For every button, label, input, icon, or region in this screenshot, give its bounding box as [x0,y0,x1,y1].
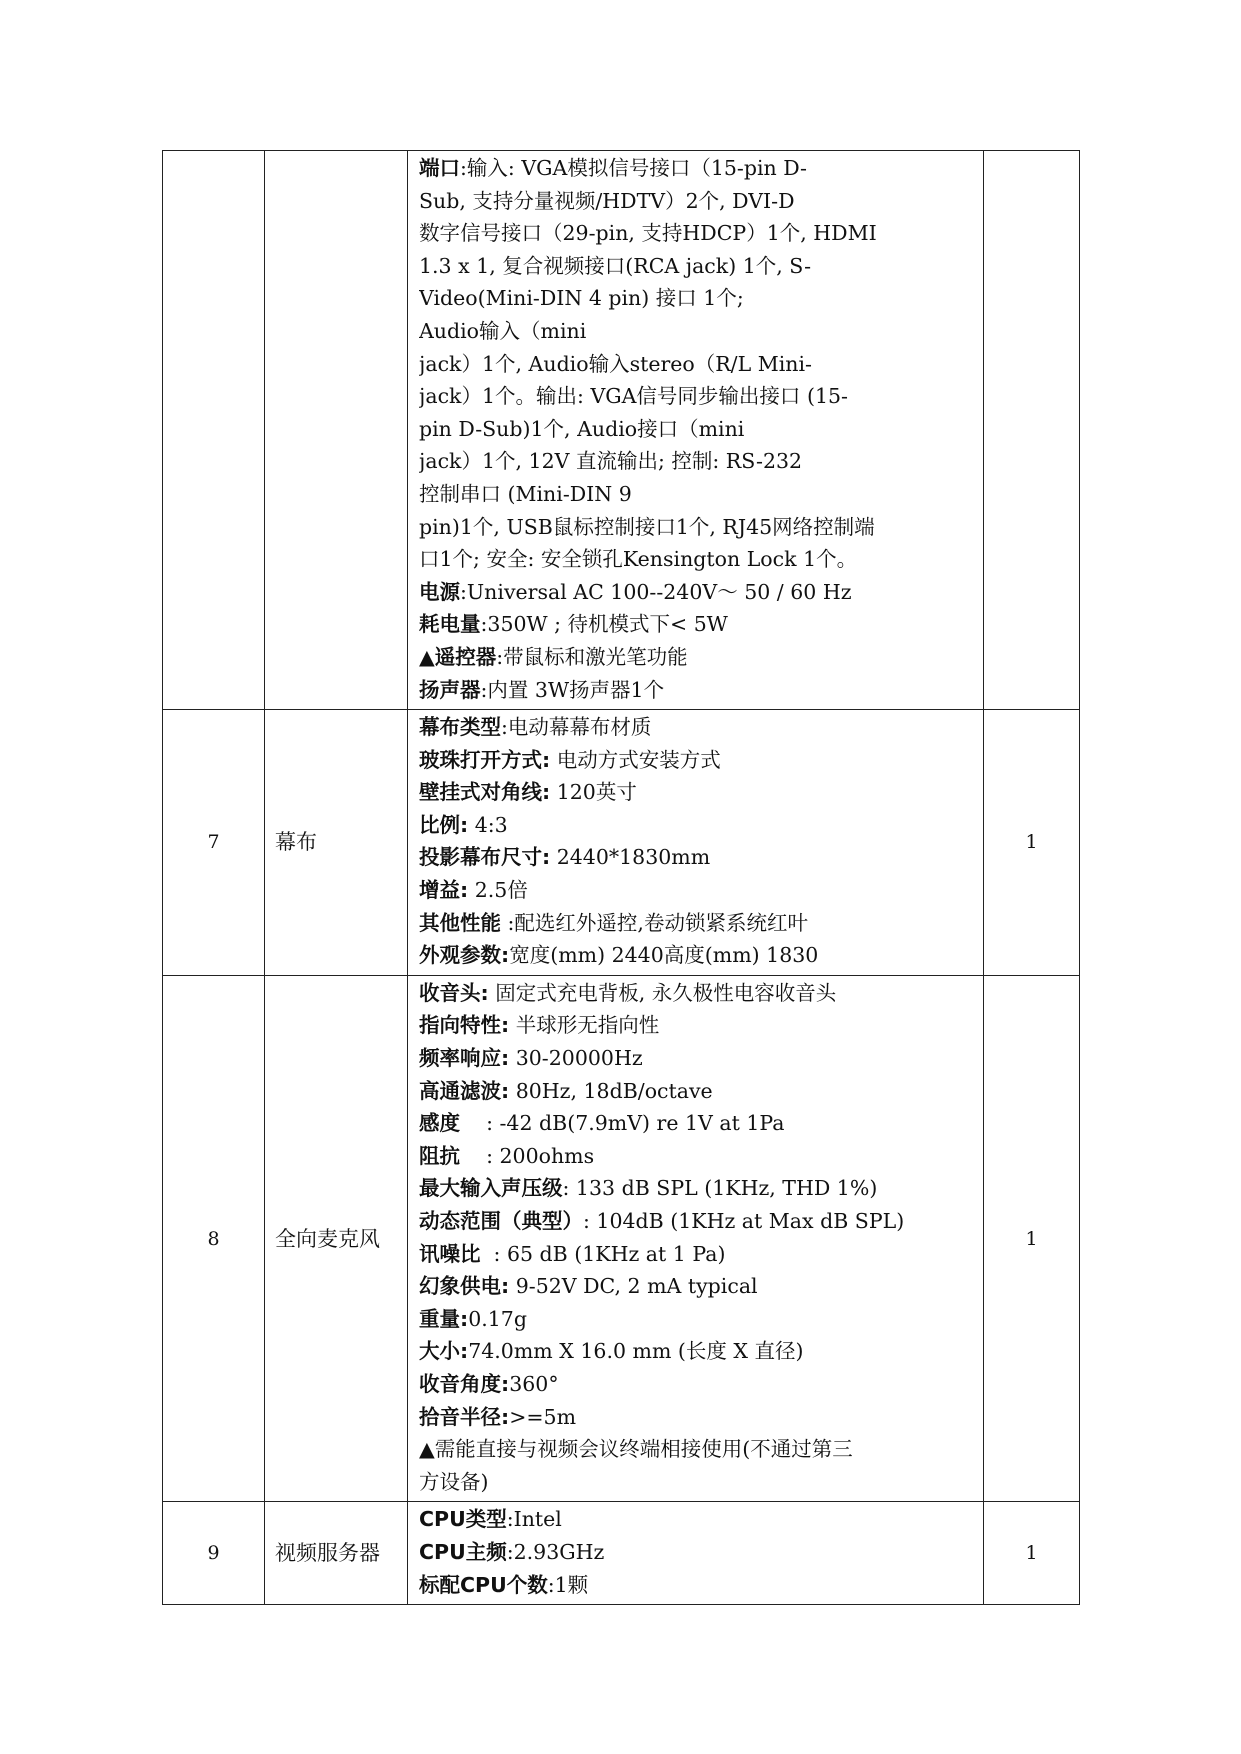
spec-value: 电动方式安装方式 [550,747,721,772]
spec-value: 360° [509,1371,559,1396]
spec-value: 4:3 [468,812,508,837]
spec-label: 最大输入声压级 [419,1176,563,1201]
spec-line [419,348,975,381]
spec-label: ▲遥控器 [419,644,497,669]
spec-label: 耗电量 [419,612,481,637]
spec-label: 动态范围（典型） [419,1209,583,1233]
spec-value: 半球形无指向性 [509,1013,660,1038]
spec-label: 其他性能 [419,910,501,935]
spec-value: Audio输入（mini [419,318,587,343]
spec-value: :配选红外遥控,卷动锁紧系统红叶 [501,910,808,935]
spec-value: ▲需能直接与视频会议终端相接使用(不通过第三 [419,1437,853,1462]
item-name [265,151,408,710]
spec-line [419,939,975,972]
spec-line [419,674,975,707]
spec-value: : -42 dB(7.9mV) re 1V at 1Pa [460,1111,785,1136]
spec-line [419,380,975,413]
spec-line [419,1140,975,1173]
spec-label: 幕布类型 [419,715,501,740]
spec-value: pin)1个, USB鼠标控制接口1个, RJ45网络控制端 [419,514,875,539]
spec-label: 增益: [419,878,469,903]
spec-value: pin D-Sub)1个, Audio接口（mini [419,416,745,441]
spec-line [419,478,975,511]
spec-line [419,543,975,576]
spec-value: :1颗 [547,1572,589,1597]
spec-label: 壁挂式对角线: [419,780,551,805]
spec-label: 频率响应: [419,1046,510,1071]
spec-line [419,809,975,842]
spec-line [419,776,975,809]
spec-value: : 133 dB SPL (1KHz, THD 1%) [562,1176,878,1201]
spec-line [419,1569,975,1602]
spec-label: CPU主频 [419,1539,507,1564]
spec-line [419,1335,975,1368]
spec-value: 方设备) [419,1469,489,1494]
spec-line [419,250,975,283]
table-row [163,1502,1080,1605]
spec-label: 投影幕布尺寸: [419,845,551,870]
spec-value: jack）1个, 12V 直流输出; 控制: RS-232 [419,449,803,474]
spec-label: 收音头: [419,980,489,1005]
quantity [984,151,1080,710]
spec-label: 讯噪比 [419,1241,481,1266]
quantity: 1 [984,975,1080,1502]
spec-value: :输入: VGA模拟信号接口（15-pin D- [460,156,807,180]
item-name: 幕布 [265,710,408,976]
spec-line [419,185,975,218]
table-row [163,975,1080,1502]
spec-value: >=5m [509,1404,577,1429]
spec-value: 口1个; 安全: 安全锁孔Kensington Lock 1个。 [419,547,858,572]
spec-label: 外观参数: [419,943,510,968]
spec-value: jack）1个。输出: VGA信号同步输出接口 (15- [419,384,848,409]
item-specs [408,151,984,710]
spec-line [419,907,975,940]
spec-value: :Universal AC 100--240V～ 50 / 60 Hz [460,579,852,604]
spec-value: : 200ohms [460,1143,595,1168]
spec-line [419,511,975,544]
spec-label: 幻象供电: [419,1274,510,1299]
spec-table-body [163,151,1080,1605]
spec-value: 30-20000Hz [509,1046,643,1071]
spec-value: :带鼠标和激光笔功能 [496,644,688,669]
spec-line [419,977,975,1010]
spec-line [419,744,975,777]
spec-value: 80Hz, 18dB/octave [509,1078,713,1103]
spec-line [419,1303,975,1336]
spec-label: 指向特性: [419,1013,510,1038]
spec-value: :2.93GHz [506,1539,605,1564]
spec-value: 120英寸 [550,780,637,805]
spec-label: 电源 [419,579,460,604]
item-name: 全向麦克风 [265,975,408,1502]
item-name: 视频服务器 [265,1502,408,1605]
spec-line [419,413,975,446]
spec-value: jack）1个, Audio输入stereo（R/L Mini- [419,351,812,376]
row-number: 9 [163,1502,265,1605]
spec-value: 9-52V DC, 2 mA typical [509,1274,758,1299]
spec-value: 固定式充电背板, 永久极性电容收音头 [488,980,837,1005]
spec-value: :电动幕幕布材质 [501,715,652,740]
spec-label: CPU类型 [419,1507,507,1532]
spec-value: 2440*1830mm [550,845,711,870]
spec-line [419,1503,975,1536]
item-specs [408,1502,984,1605]
spec-label: 大小: [419,1339,469,1364]
spec-line [419,1107,975,1140]
spec-label: 拾音半径: [419,1404,510,1429]
row-number [163,151,265,710]
spec-line [419,608,975,641]
spec-label: 玻珠打开方式: [419,747,551,772]
spec-line [419,641,975,674]
spec-value: :350W ; 待机模式下< 5W [480,612,728,637]
spec-line [419,576,975,609]
spec-value: : 65 dB (1KHz at 1 Pa) [480,1241,726,1266]
spec-line [419,1536,975,1569]
spec-value: : 104dB (1KHz at Max dB SPL) [583,1209,905,1233]
spec-label: 阻抗 [419,1143,460,1168]
spec-line [419,445,975,478]
spec-label: 端口 [419,156,460,180]
row-number: 7 [163,710,265,976]
spec-line [419,1009,975,1042]
table-row [163,151,1080,710]
spec-line [419,1172,975,1205]
spec-value: 74.0mm X 16.0 mm (长度 X 直径) [468,1339,804,1364]
spec-line [419,1042,975,1075]
spec-value: Video(Mini-DIN 4 pin) 接口 1个; [419,286,744,311]
spec-line [419,1270,975,1303]
spec-label: 标配CPU个数 [419,1572,548,1597]
spec-line [419,711,975,744]
table-row [163,710,1080,976]
quantity: 1 [984,1502,1080,1605]
spec-line [419,1205,975,1238]
spec-line [419,874,975,907]
spec-value: 控制串口 (Mini-DIN 9 [419,481,632,506]
spec-line [419,1433,975,1466]
spec-value: Sub, 支持分量视频/HDTV）2个, DVI-D [419,188,795,213]
spec-line [419,315,975,348]
spec-line [419,1075,975,1108]
item-specs [408,975,984,1502]
spec-line [419,217,975,250]
spec-value: 0.17g [468,1306,527,1331]
row-number: 8 [163,975,265,1502]
spec-value: 2.5倍 [468,878,528,903]
spec-value: :内置 3W扬声器1个 [480,677,665,702]
quantity: 1 [984,710,1080,976]
spec-value: 数字信号接口（29-pin, 支持HDCP）1个, HDMI [419,221,877,246]
spec-line [419,1238,975,1271]
spec-line [419,282,975,315]
spec-table [162,150,1080,1605]
spec-line [419,1401,975,1434]
spec-line [419,1368,975,1401]
spec-label: 重量: [419,1306,469,1331]
spec-value: 1.3 x 1, 复合视频接口(RCA jack) 1个, S- [419,253,812,278]
spec-line [419,152,975,185]
spec-label: 高通滤波: [419,1078,510,1103]
item-specs [408,710,984,976]
spec-line [419,1466,975,1499]
spec-label: 比例: [419,812,469,837]
spec-label: 感度 [419,1111,460,1136]
spec-label: 收音角度: [419,1371,510,1396]
spec-value: 宽度(mm) 2440高度(mm) 1830 [509,943,819,968]
spec-value: :Intel [506,1507,562,1532]
spec-line [419,841,975,874]
spec-label: 扬声器 [419,677,481,702]
